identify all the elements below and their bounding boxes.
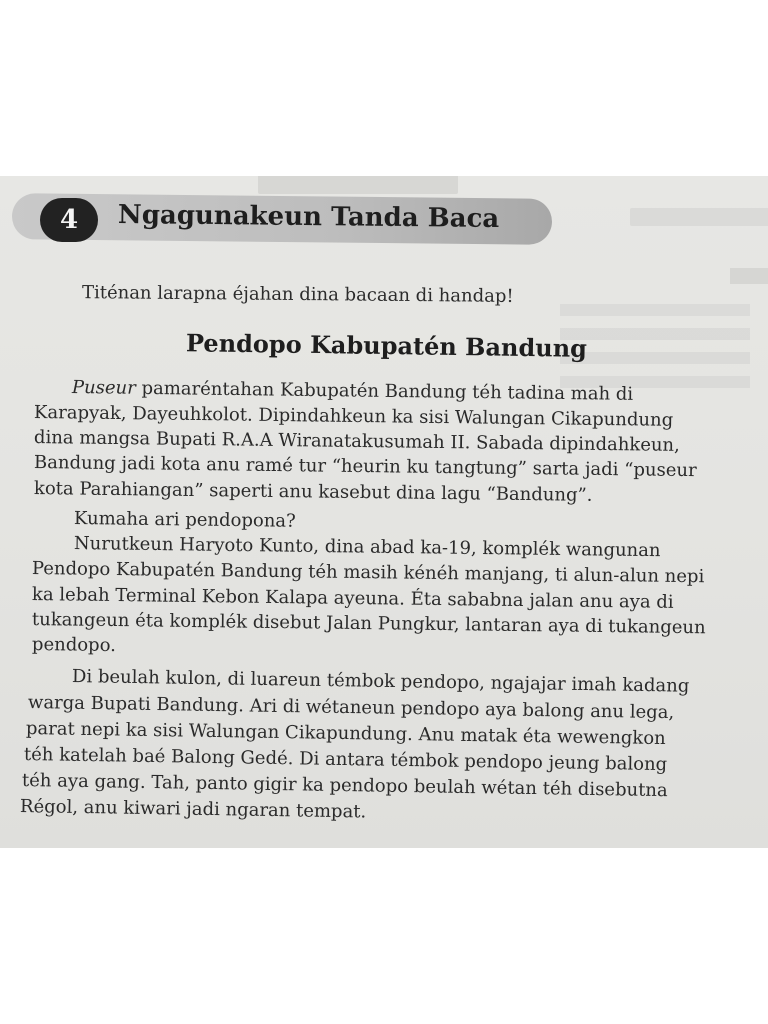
paragraph-1-line-4: Bandung jadi kota anu ramé tur “heurin ku tangtung” sarta jadi “puseur xyxy=(33,452,697,482)
paragraph-1-line-2: Karapyak, Dayeuhkolot. Dipindahkeun ka sisi Walungan Cikapundung xyxy=(33,402,674,431)
italic-word: Puseur xyxy=(71,377,136,399)
paragraph-2-line-1: Nurutkeun Haryoto Kunto, dina abad ka-19, komplék wangunan xyxy=(73,533,661,562)
section-title: Ngagunakeun Tanda Baca xyxy=(117,200,500,234)
paragraph-3-line-3: parat nepi ka sisi Walungan Cikapundung. Anu matak éta wewengkon xyxy=(25,718,666,750)
paragraph-3-line-1: Di beulah kulon, di luareun témbok pendopo, ngajajar imah kadang xyxy=(71,666,690,697)
paragraph-2-line-3: ka lebah Terminal Kebon Kalapa ayeuna. Éta sababna jalan anu aya di xyxy=(31,584,674,613)
section-number-badge: 4 xyxy=(40,198,98,242)
paragraph-3-line-6: Régol, anu kiwari jadi ngaran tempat. xyxy=(19,796,367,823)
paragraph-2-line-2: Pendopo Kabupatén Bandung téh masih kénéh manjang, ti alun-alun nepi xyxy=(31,558,705,588)
paragraph-1-line-5: kota Parahiangan” saperti anu kasebut dina lagu “Bandung”. xyxy=(33,478,593,506)
paragraph-3-line-2: warga Bupati Bandung. Ari di wétaneun pendopo aya balong anu lega, xyxy=(27,692,675,724)
question-line: Kumaha ari pendopona? xyxy=(73,508,296,532)
paragraph-2-line-5: pendopo. xyxy=(31,634,117,657)
article-title: Pendopo Kabupatén Bandung xyxy=(185,328,588,363)
line-text: pamaréntahan Kabupatén Bandung téh tadina mah di xyxy=(135,377,634,405)
instruction-text: Titénan larapna éjahan dina bacaan di handap! xyxy=(81,282,514,307)
paragraph-3-line-5: téh aya gang. Tah, panto gigir ka pendopo beulah wétan téh disebutna xyxy=(21,770,668,802)
paragraph-2-line-4: tukangeun éta komplék disebut Jalan Pungkur, lantaran aya di tukangeun xyxy=(31,609,706,639)
book-page xyxy=(0,176,768,848)
paragraph-1-line-3: dina mangsa Bupati R.A.A Wiranatakusumah II. Sabada dipindahkeun, xyxy=(33,427,680,456)
paragraph-3-line-4: téh katelah baé Balong Gedé. Di antara témbok pendopo jeung balong xyxy=(23,744,668,776)
